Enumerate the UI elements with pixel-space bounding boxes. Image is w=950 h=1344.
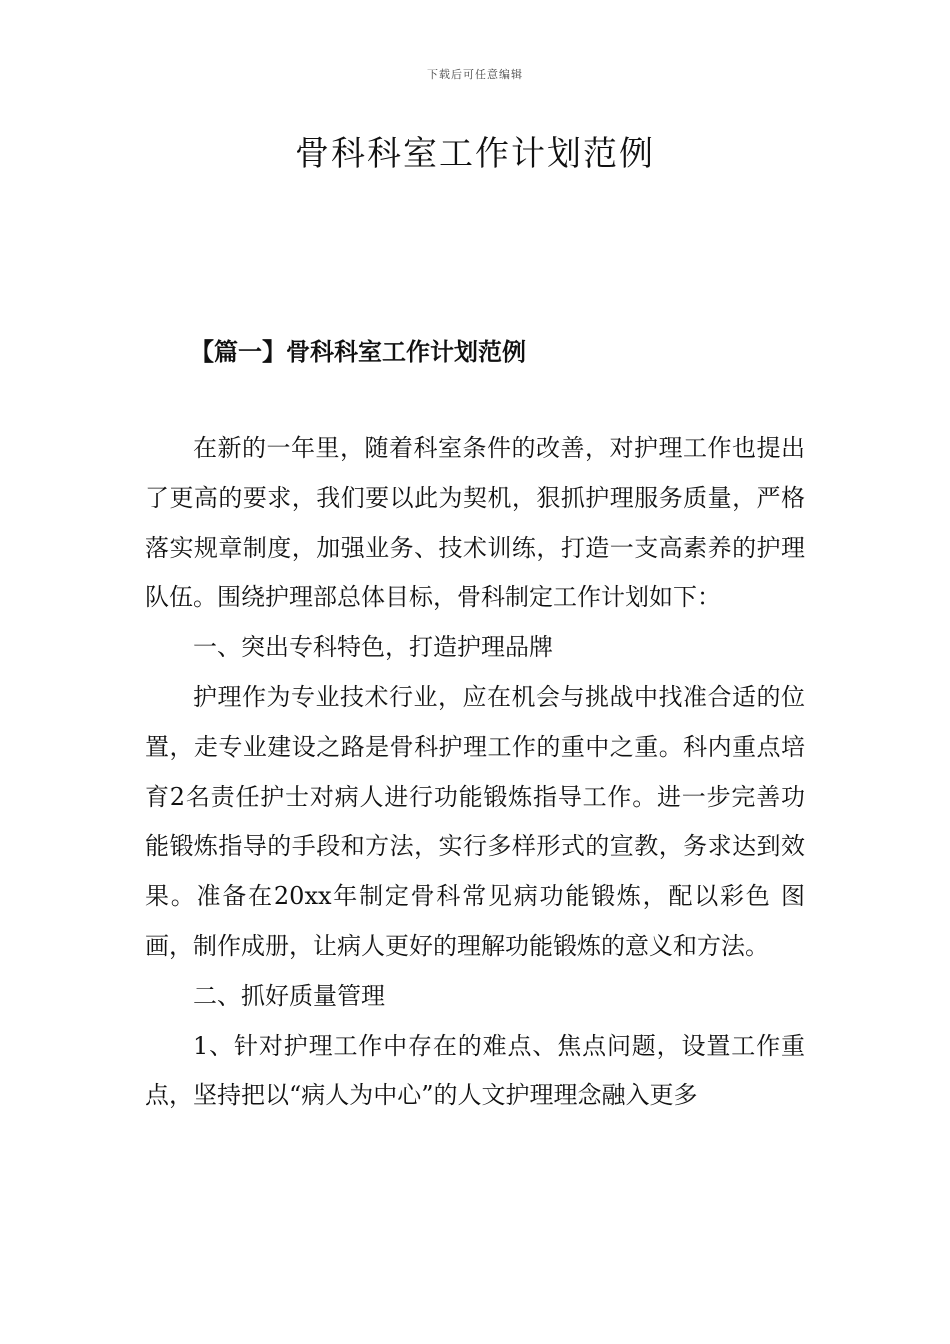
paragraph-quality: 1、针对护理工作中存在的难点、焦点问题，设置工作重点，坚持把以“病人为中心”的人文护理理念融入更多 xyxy=(145,1031,805,1110)
paragraph-heading-2: 二、抓好质量管理 xyxy=(193,981,385,1010)
paragraph-intro: 在新的一年里，随着科室条件的改善，对护理工作也提出了更高的要求，我们要以此为契机，狠抓护理服务质量，严格落实规章制度，加强业务、技术训练，打造一支高素养的护理队伍。围绕护理部总体目标，骨科制定工作计划如下： xyxy=(145,434,805,612)
paragraph-heading-1: 一、突出专科特色，打造护理品牌 xyxy=(193,633,553,662)
section-heading: 【篇一】骨科科室工作计划范例 xyxy=(190,337,526,366)
document-title: 骨科科室工作计划范例 xyxy=(295,134,655,174)
header-note: 下载后可任意编辑 xyxy=(427,68,523,81)
document-body xyxy=(145,424,805,1121)
paragraph-specialty: 护理作为专业技术行业，应在机会与挑战中找准合适的位置，走专业建设之路是骨科护理工作的重中之重。科内重点培育2名责任护士对病人进行功能锻炼指导工作。进一步完善功能锻炼指导的手段和方法，实行多样形式的宣教，务求达到效果。准备在20xx年制定骨科常见病功能锻炼，配以彩色 图画，制作成册，让病人更好的理解功能锻炼的意义和方法。 xyxy=(145,682,805,960)
